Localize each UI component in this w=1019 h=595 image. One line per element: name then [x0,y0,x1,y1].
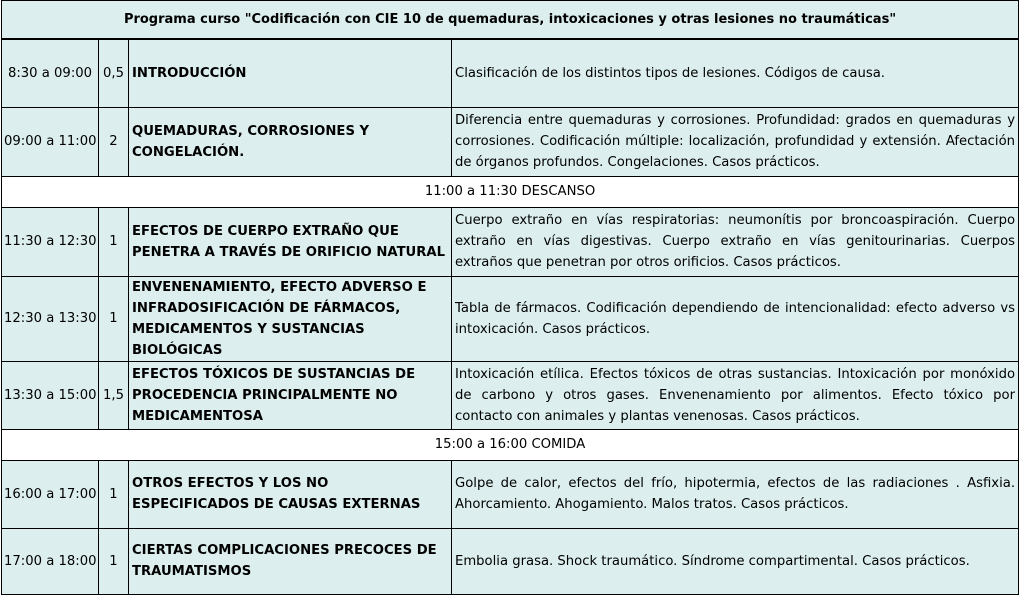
session-description: Diferencia entre quemaduras y corrosiones. Profundidad: grados en quemaduras y corrosiones. Codificación múltiple: localización, profundidad y extensión. Afectación de órganos profundos. Congelaciones. Casos prácticos. [452,107,1019,176]
session-description: Golpe de calor, efectos del frío, hipotermia, efectos de las radiaciones . Asfixia. Ahorcamiento. Ahogamiento. Malos tratos. Casos prácticos. [452,460,1019,528]
break-label: 15:00 a 16:00 COMIDA [2,429,1019,460]
session-row [2,528,1019,594]
session-topic: EFECTOS DE CUERPO EXTRAÑO QUE PENETRA A TRAVÉS DE ORIFICIO NATURAL [129,207,452,276]
session-row [2,207,1019,276]
session-description: Clasificación de los distintos tipos de lesiones. Códigos de causa. [452,39,1019,107]
break-label: 11:00 a 11:30 DESCANSO [2,176,1019,207]
session-hours: 1 [99,528,129,594]
session-row [2,361,1019,429]
session-topic: ENVENENAMIENTO, EFECTO ADVERSO E INFRADOSIFICACIÓN DE FÁRMACOS, MEDICAMENTOS Y SUSTANCIAS BIOLÓGICAS [129,276,452,361]
break-row [2,176,1019,207]
session-topic: QUEMADURAS, CORROSIONES Y CONGELACIÓN. [129,107,452,176]
session-hours: 1 [99,276,129,361]
session-time: 09:00 a 11:00 [2,107,99,176]
session-hours: 1,5 [99,361,129,429]
session-row [2,460,1019,528]
session-topic: EFECTOS TÓXICOS DE SUSTANCIAS DE PROCEDENCIA PRINCIPALMENTE NO MEDICAMENTOSA [129,361,452,429]
course-program-table [1,0,1019,595]
program-title: Programa curso "Codificación con CIE 10 de quemaduras, intoxicaciones y otras lesiones no traumáticas" [2,1,1019,40]
title-row [2,1,1019,40]
session-topic: INTRODUCCIÓN [129,39,452,107]
session-time: 13:30 a 15:00 [2,361,99,429]
session-time: 17:00 a 18:00 [2,528,99,594]
session-description: Cuerpo extraño en vías respiratorias: neumonítis por broncoaspiración. Cuerpo extraño en vías digestivas. Cuerpo extraño en vías genitourinarias. Cuerpos extraños que penetran por otros orificios. Casos prácticos. [452,207,1019,276]
session-time: 8:30 a 09:00 [2,39,99,107]
session-hours: 1 [99,207,129,276]
session-time: 12:30 a 13:30 [2,276,99,361]
session-row [2,39,1019,107]
session-description: Tabla de fármacos. Codificación dependiendo de intencionalidad: efecto adverso vs intoxicación. Casos prácticos. [452,276,1019,361]
session-topic: OTROS EFECTOS Y LOS NO ESPECIFICADOS DE CAUSAS EXTERNAS [129,460,452,528]
session-time: 11:30 a 12:30 [2,207,99,276]
session-description: Intoxicación etílica. Efectos tóxicos de otras sustancias. Intoxicación por monóxido de carbono y otros gases. Envenenamiento por alimentos. Efecto tóxico por contacto con animales y plantas venenosas. Casos prácticos. [452,361,1019,429]
break-row [2,429,1019,460]
session-topic: CIERTAS COMPLICACIONES PRECOCES DE TRAUMATISMOS [129,528,452,594]
session-hours: 0,5 [99,39,129,107]
session-row [2,107,1019,176]
session-time: 16:00 a 17:00 [2,460,99,528]
session-description: Embolia grasa. Shock traumático. Síndrome compartimental. Casos prácticos. [452,528,1019,594]
session-row [2,276,1019,361]
session-hours: 2 [99,107,129,176]
session-hours: 1 [99,460,129,528]
